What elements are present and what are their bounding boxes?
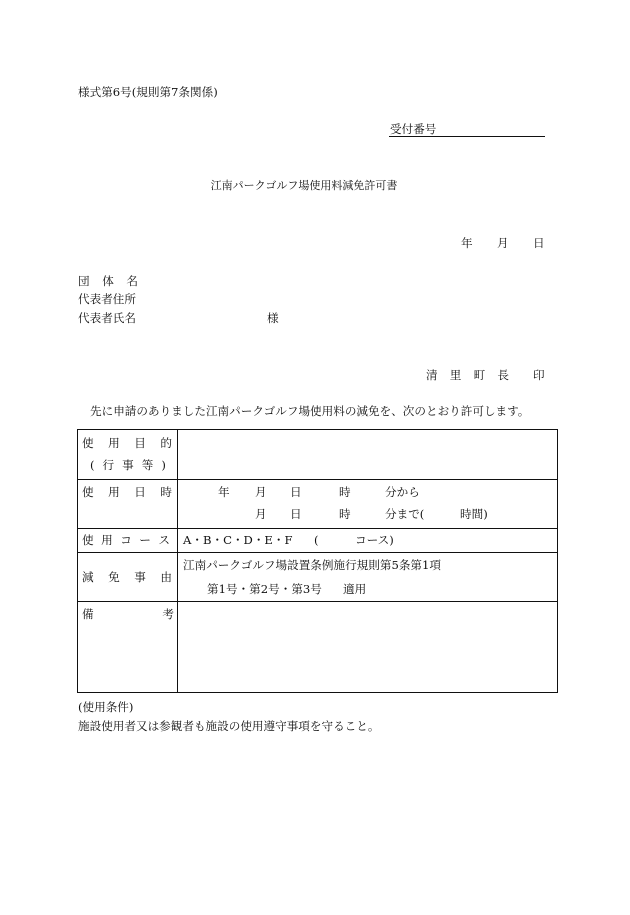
date-day-label: 日: [533, 236, 545, 250]
end-month-label: 月: [255, 507, 267, 521]
conditions-heading: (使用条件): [78, 700, 134, 714]
duration-label: 時間): [460, 507, 488, 521]
applied-label: 適用: [343, 582, 367, 596]
start-year-label: 年: [218, 485, 230, 499]
intro-text: 先に申請のありました江南パークゴルフ場使用料の減免を、次のとおり許可します。: [90, 404, 530, 418]
receipt-number-label: 受付番号: [390, 122, 437, 136]
seal-mark: 印: [533, 368, 545, 382]
label-glyph: コ: [120, 533, 132, 547]
label-glyph: 使: [82, 533, 94, 547]
label-glyph: 備: [82, 607, 94, 621]
label-glyph: 事: [122, 458, 134, 472]
course-number-open: (: [314, 533, 319, 547]
purpose-sublabel: [90, 458, 166, 472]
label-glyph: 行: [102, 458, 115, 472]
date-month-label: 月: [497, 236, 509, 250]
receipt-number-field: [389, 122, 545, 137]
label-glyph: 日: [134, 485, 146, 499]
row-divider: [78, 601, 557, 602]
label-glyph: 使: [82, 436, 94, 450]
label-glyph: ー: [139, 533, 151, 547]
label-glyph: 用: [101, 533, 113, 547]
issuer-title: [426, 368, 509, 382]
label-glyph: 団: [78, 274, 90, 288]
row-divider: [78, 479, 557, 480]
purpose-label: [82, 436, 172, 450]
label-glyph: 長: [497, 368, 509, 382]
datetime-label: [82, 485, 172, 499]
label-glyph: 使: [82, 485, 94, 499]
course-label: [82, 533, 170, 547]
label-glyph: 由: [160, 570, 172, 584]
label-glyph: 目: [134, 436, 146, 450]
representative-address-label: 代表者住所: [78, 292, 136, 306]
start-day-label: 日: [290, 485, 302, 499]
label-glyph: 用: [108, 436, 120, 450]
regulation-items: 第1号・第2号・第3号: [207, 582, 322, 596]
label-glyph: 体: [102, 274, 114, 288]
honorific: 様: [267, 311, 279, 325]
label-glyph: 町: [473, 368, 486, 382]
course-options: A・B・C・D・E・F: [183, 533, 293, 547]
label-glyph: 考: [162, 607, 174, 621]
row-divider: [78, 552, 557, 553]
reduction-reason-label: [82, 570, 172, 584]
end-minute-label: 分まで(: [385, 507, 425, 521]
end-day-label: 日: [290, 507, 302, 521]
course-number-close: コース): [355, 533, 394, 547]
remarks-label: [82, 607, 174, 621]
label-glyph: 用: [108, 485, 120, 499]
label-glyph: ス: [158, 533, 170, 547]
conditions-text: 施設使用者又は参観者も施設の使用遵守事項を守ること。: [78, 719, 380, 733]
label-glyph: 免: [108, 570, 120, 584]
label-glyph: 時: [160, 485, 172, 499]
label-glyph: 名: [126, 274, 138, 288]
label-glyph: 里: [449, 368, 462, 382]
representative-name-label: 代表者氏名: [78, 311, 136, 325]
end-hour-label: 時: [339, 507, 351, 521]
group-name-label: [78, 274, 138, 288]
permit-table: [77, 429, 558, 693]
label-glyph: (: [90, 458, 95, 472]
start-minute-label: 分から: [385, 485, 420, 499]
form-number: 様式第6号(規則第7条関係): [78, 85, 218, 99]
label-glyph: 減: [82, 570, 94, 584]
label-glyph: 事: [134, 570, 146, 584]
table-column-divider: [177, 430, 178, 692]
row-divider: [78, 528, 557, 529]
start-month-label: 月: [255, 485, 267, 499]
label-glyph: 等: [141, 458, 154, 472]
document-title: 江南パークゴルフ場使用料減免許可書: [210, 179, 398, 192]
regulation-text: 江南パークゴルフ場設置条例施行規則第5条第1項: [183, 558, 441, 572]
label-glyph: 清: [426, 368, 438, 382]
date-year-label: 年: [461, 236, 473, 250]
start-hour-label: 時: [339, 485, 351, 499]
label-glyph: 的: [160, 436, 172, 450]
label-glyph: ): [161, 458, 166, 472]
